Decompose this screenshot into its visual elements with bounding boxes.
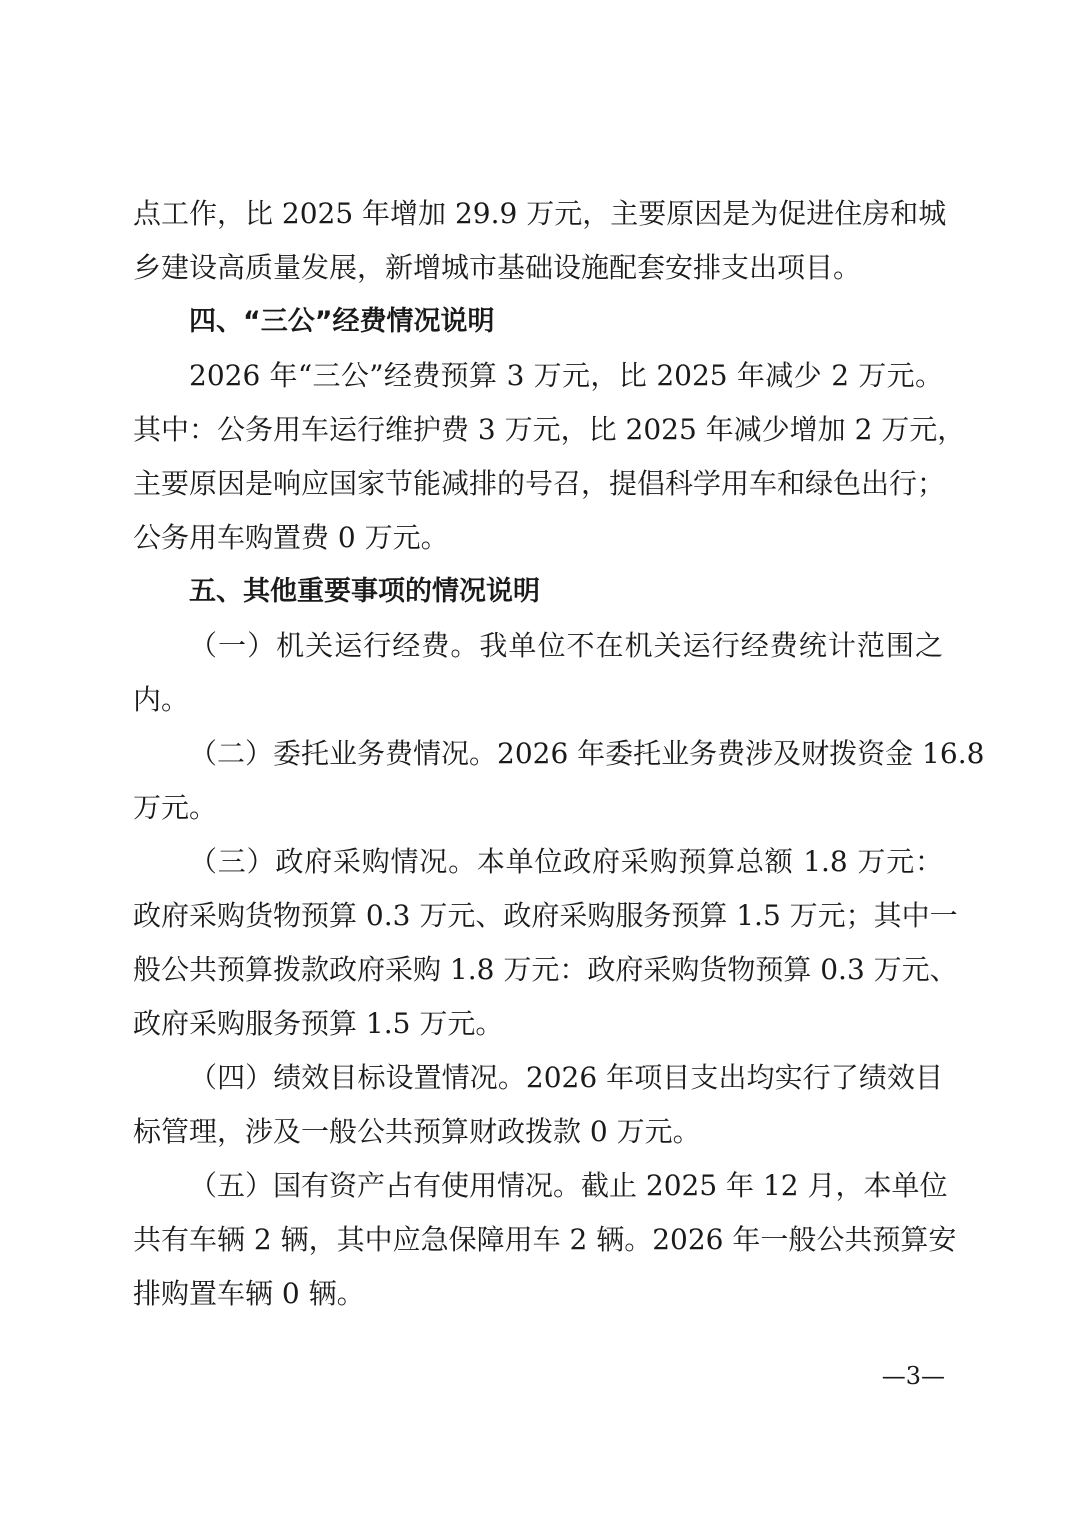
paragraph-line: 乡建设高质量发展，新增城市基础设施配套安排支出项目。 (133, 251, 862, 284)
section-heading-four: 四、“三公”经费情况说明 (189, 306, 495, 337)
paragraph-line: （二）委托业务费情况。2026 年委托业务费涉及财拨资金 16.8 (189, 737, 985, 770)
paragraph-line: （三）政府采购情况。本单位政府采购预算总额 1.8 万元： (189, 845, 943, 878)
paragraph-line: （四）绩效目标设置情况。2026 年项目支出均实行了绩效目 (189, 1061, 943, 1094)
section-heading-five: 五、其他重要事项的情况说明 (189, 576, 540, 607)
page-number: —3— (881, 1362, 945, 1390)
paragraph-line: 标管理，涉及一般公共预算财政拨款 0 万元。 (133, 1115, 701, 1148)
paragraph-line: 其中：公务用车运行维护费 3 万元，比 2025 年减少增加 2 万元， (133, 413, 966, 446)
paragraph-line: 主要原因是响应国家节能减排的号召，提倡科学用车和绿色出行； (133, 467, 946, 500)
paragraph-line: 共有车辆 2 辆，其中应急保障用车 2 辆。2026 年一般公共预算安 (133, 1223, 957, 1256)
paragraph-line: 般公共预算拨款政府采购 1.8 万元：政府采购货物预算 0.3 万元、 (133, 953, 958, 986)
paragraph-line: 内。 (133, 683, 190, 716)
paragraph-line: （一）机关运行经费。我单位不在机关运行经费统计范围之 (189, 629, 943, 662)
paragraph-line: 2026 年“三公”经费预算 3 万元，比 2025 年减少 2 万元。 (189, 359, 943, 392)
paragraph-line: 政府采购货物预算 0.3 万元、政府采购服务预算 1.5 万元；其中一 (133, 899, 958, 932)
paragraph-line: （五）国有资产占有使用情况。截止 2025 年 12 月，本单位 (189, 1169, 948, 1202)
paragraph-line: 万元。 (133, 791, 218, 824)
paragraph-line: 点工作，比 2025 年增加 29.9 万元，主要原因是为促进住房和城 (133, 197, 947, 230)
paragraph-line: 公务用车购置费 0 万元。 (133, 521, 449, 554)
paragraph-line: 政府采购服务预算 1.5 万元。 (133, 1007, 504, 1040)
paragraph-line: 排购置车辆 0 辆。 (133, 1277, 365, 1310)
